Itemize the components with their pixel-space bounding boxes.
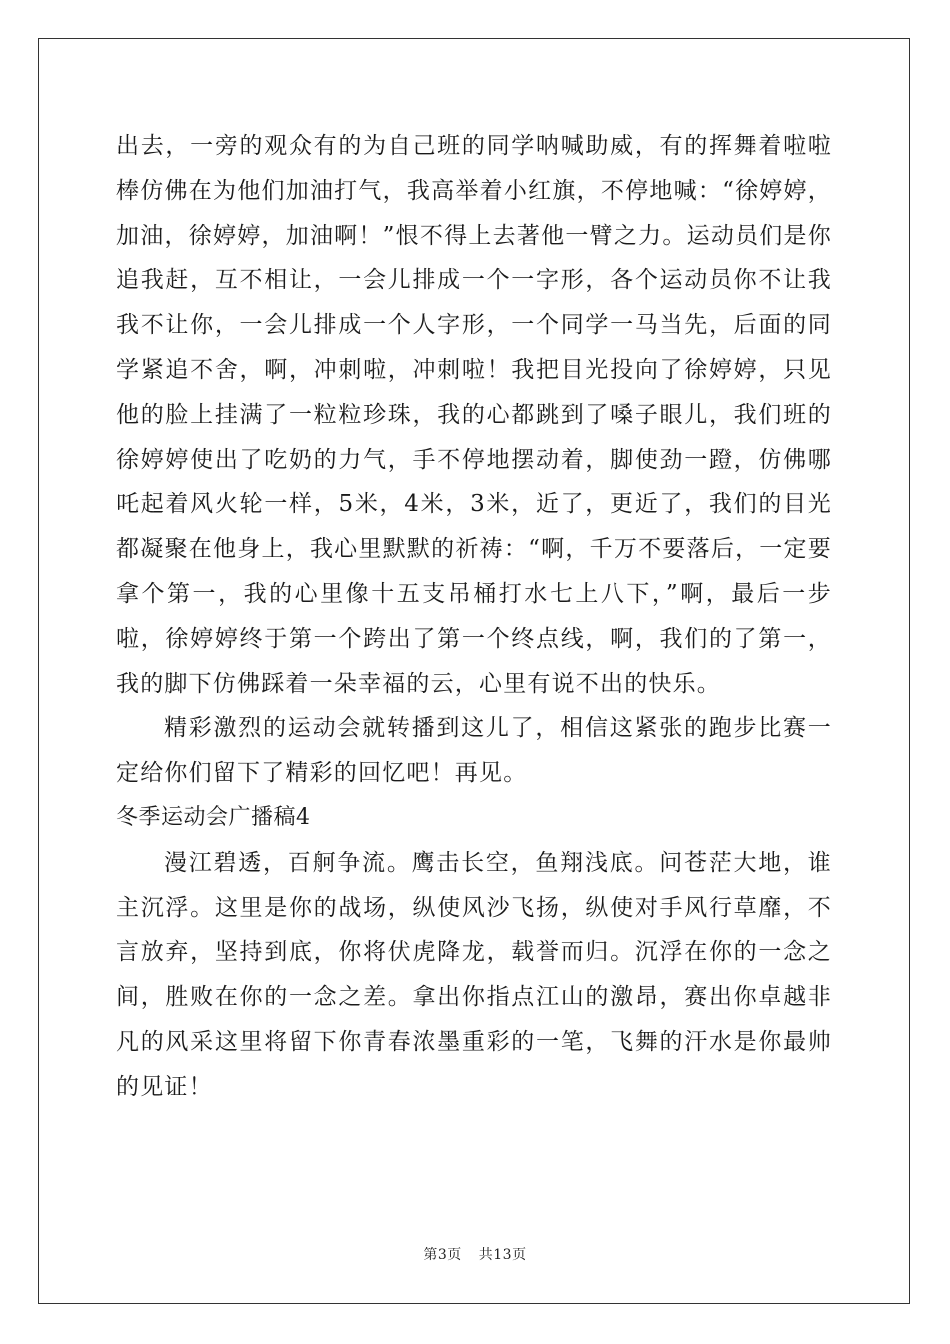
section-heading: 冬季运动会广播稿4 [116,804,311,830]
page-footer [0,1244,950,1264]
paragraph-broadcast-4: 漫江碧透，百舸争流。鹰击长空，鱼翔浅底。问苍茫大地，谁主沉浮。这里是你的战场，纵使风沙飞扬，纵使对手风行草靡，不言放弃，坚持到底，你将伏虎降龙，载誉而归。沉浮在你的一念之间，胜败在你的一念之差。拿出你指点江山的激昂，赛出你卓越非凡的风采这里将留下你青春浓墨重彩的一笔，飞舞的汗水是你最帅的见证！ [116,849,832,1100]
document-body [116,124,832,1110]
page-number-current: 第3页 [423,1247,462,1263]
paragraph-continuation: 出去，一旁的观众有的为自己班的同学呐喊助威，有的挥舞着啦啦棒仿佛在为他们加油打气，我高举着小红旗，不停地喊：“徐婷婷，加油，徐婷婷，加油啊！”恨不得上去著他一臂之力。运动员们是你追我赶，互不相让，一会儿排成一个一字形，各个运动员你不让我我不让你，一会儿排成一个人字形，一个同学一马当先，后面的同学紧追不舍，啊，冲刺啦，冲刺啦！我把目光投向了徐婷婷，只见他的脸上挂满了一粒粒珍珠，我的心都跳到了嗓子眼儿，我们班的徐婷婷使出了吃奶的力气，手不停地摆动着，脚使劲一蹬，仿佛哪吒起着风火轮一样，5米，4米，3米，近了，更近了，我们的目光都凝聚在他身上，我心里默默的祈祷：“啊，千万不要落后，一定要拿个第一，我的心里像十五支吊桶打水七上八下，”啊，最后一步啦，徐婷婷终于第一个跨出了第一个终点线，啊，我们的了第一，我的脚下仿佛踩着一朵幸福的云，心里有说不出的快乐。 [116,133,832,697]
page-number-total: 共13页 [478,1247,527,1263]
paragraph-closing: 精彩激烈的运动会就转播到这儿了，相信这紧张的跑步比赛一定给你们留下了精彩的回忆吧！再见。 [116,715,832,787]
